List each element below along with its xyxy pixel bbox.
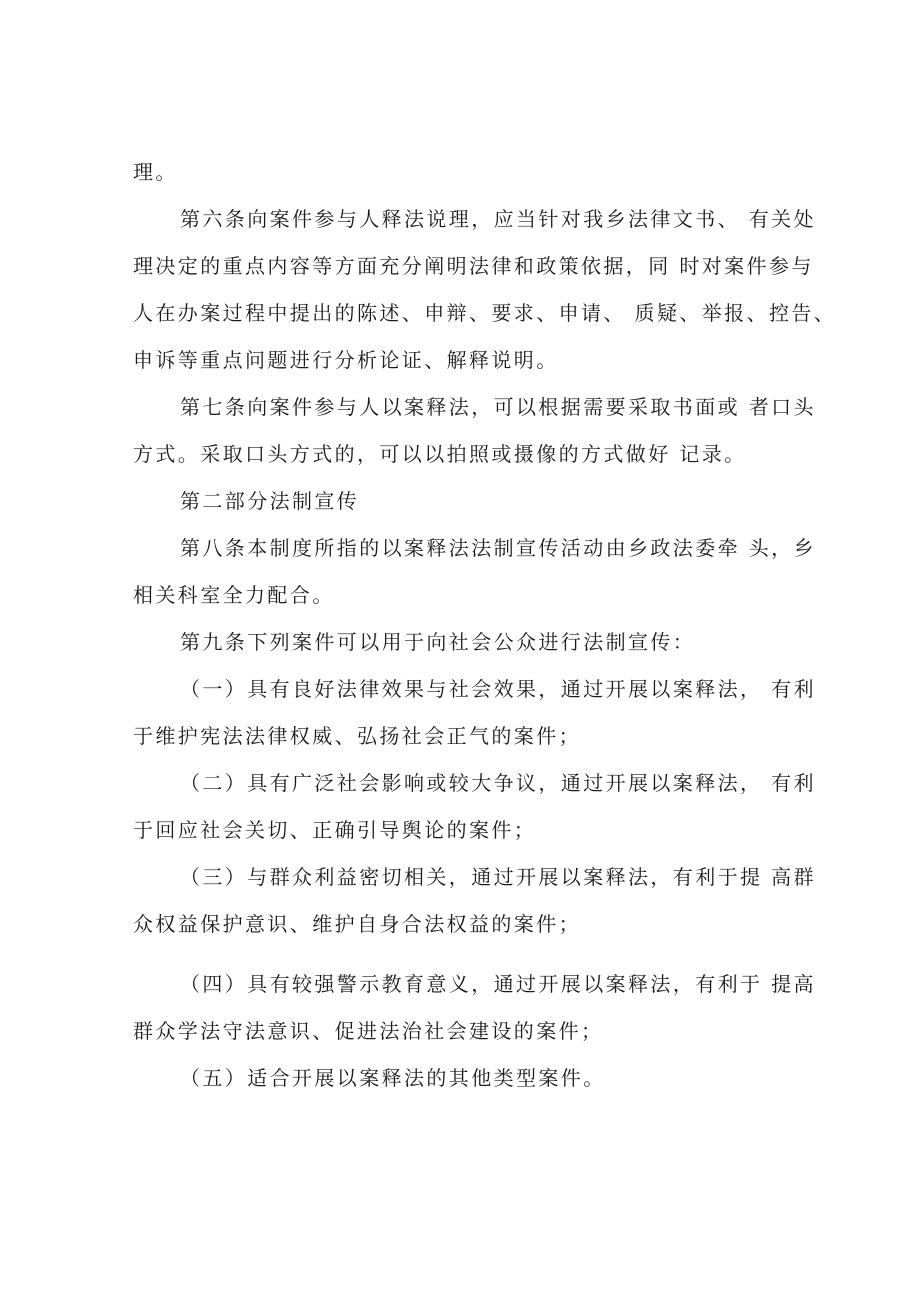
text-line: 申诉等重点问题进行分析论证、解释说明。 <box>133 348 559 372</box>
section-heading: 第二部分法制宣传 <box>180 489 360 513</box>
text-line: 于维护宪法法律权威、弘扬社会正气的案件； <box>133 724 581 748</box>
text-line: 相关科室全力配合。 <box>133 583 335 607</box>
list-item-5-line: （五）适合开展以案释法的其他类型案件。 <box>180 1066 606 1090</box>
text-line: 理决定的重点内容等方面充分阐明法律和政策依据，同 时对案件参与 <box>133 254 814 278</box>
list-item-3-line: （三）与群众利益密切相关，通过开展以案释法，有利于提 高群 <box>180 865 816 889</box>
article-7-line: 第七条向案件参与人以案释法，可以根据需要采取书面或 者口头 <box>180 395 816 419</box>
list-item-2-line: （二）具有广泛社会影响或较大争议，通过开展以案释法， 有利 <box>180 771 816 795</box>
text-line: 群众学法守法意识、促进法治社会建设的案件； <box>133 1019 604 1043</box>
article-6-line: 第六条向案件参与人释法说理，应当针对我乡法律文书、 有关处 <box>180 207 816 231</box>
text-line: 理。 <box>133 160 178 184</box>
article-8-line: 第八条本制度所指的以案释法法制宣传活动由乡政法委牵 头，乡 <box>180 536 816 560</box>
text-line: 方式。采取口头方式的，可以以拍照或摄像的方式做好 记录。 <box>133 442 747 466</box>
text-line: 人在办案过程中提出的陈述、申辩、要求、申请、 质疑、举报、控告、 <box>133 301 837 325</box>
text-line: 众权益保护意识、维护自身合法权益的案件； <box>133 912 581 936</box>
list-item-4-line: （四）具有较强警示教育意义，通过开展以案释法，有利于 提高 <box>180 972 816 996</box>
list-item-1-line: （一）具有良好法律效果与社会效果，通过开展以案释法， 有利 <box>180 677 816 701</box>
text-line: 于回应社会关切、正确引导舆论的案件； <box>133 818 537 842</box>
article-9-line: 第九条下列案件可以用于向社会公众进行法制宣传： <box>180 630 696 654</box>
